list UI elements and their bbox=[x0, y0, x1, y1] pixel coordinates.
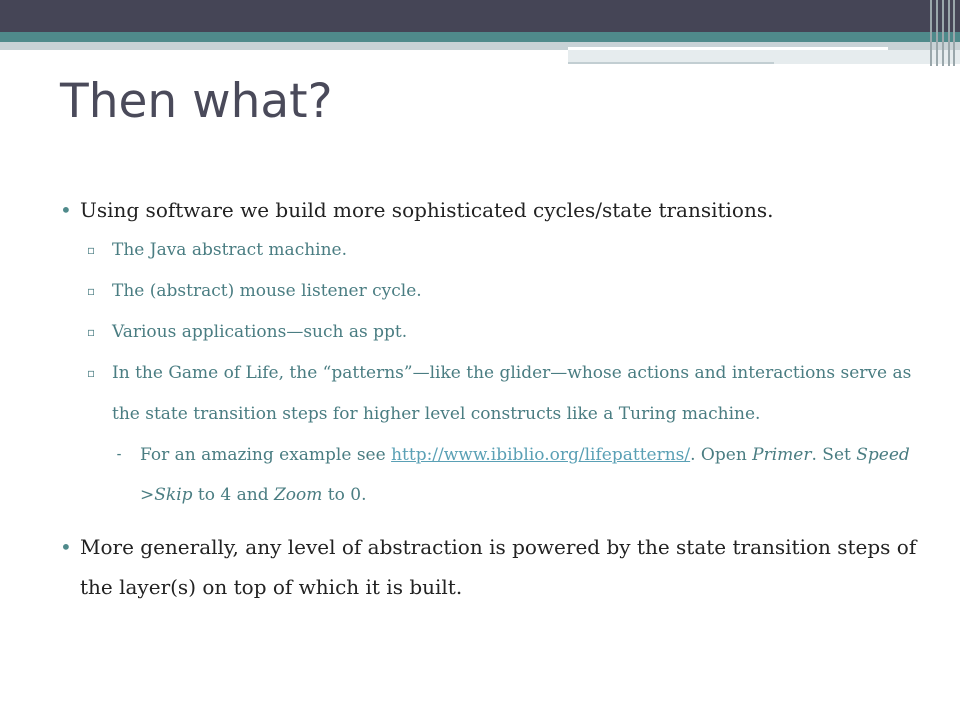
subbullet-text: Various applications—such as ppt. bbox=[112, 322, 408, 342]
subbullet-applications bbox=[60, 312, 920, 353]
slide-title: Then what? bbox=[60, 74, 333, 129]
subbullet-text: The Java abstract machine. bbox=[112, 240, 348, 260]
example-set: . Set bbox=[811, 445, 857, 465]
lifepatterns-link[interactable]: http://www.ibiblio.org/lifepatterns/ bbox=[391, 445, 691, 465]
speed-skip-text: Speed >Skip bbox=[140, 445, 910, 505]
subsubbullet-example bbox=[60, 435, 920, 515]
slide-content bbox=[60, 190, 920, 607]
primer-text: Primer bbox=[752, 445, 812, 465]
subbullet-text: The (abstract) mouse listener cycle. bbox=[112, 281, 422, 301]
square-bullet-icon: ▫ bbox=[87, 325, 96, 339]
bullet-dot-icon: • bbox=[60, 198, 72, 222]
example-prefix: For an amazing example see bbox=[140, 445, 392, 465]
subbullet-game-of-life bbox=[60, 353, 920, 435]
header-accent-underline bbox=[568, 62, 774, 64]
square-bullet-icon: ▫ bbox=[87, 243, 96, 257]
subbullet-text: In the Game of Life, the “patterns”—like the glider—whose actions and interactions serve as the state transition steps for higher level constructs like a Turing machine. bbox=[112, 363, 912, 424]
example-to0: to 0. bbox=[322, 485, 367, 505]
bullet-text: More generally, any level of abstraction is powered by the state transition steps of the layer(s) on top of which it is built. bbox=[80, 535, 917, 599]
header-accent-line bbox=[568, 47, 888, 50]
header-dark-bar bbox=[0, 0, 960, 32]
header-vertical-lines bbox=[924, 0, 960, 66]
subbullet-java bbox=[60, 230, 920, 271]
bullet-text: Using software we build more sophisticated cycles/state transitions. bbox=[80, 198, 774, 222]
square-bullet-icon: ▫ bbox=[87, 284, 96, 298]
bullet-abstraction bbox=[60, 527, 920, 607]
bullet-software bbox=[60, 190, 920, 230]
diamond-bullet-icon: ⁃ bbox=[116, 448, 122, 462]
example-to4: to 4 and bbox=[192, 485, 274, 505]
header-teal-bar bbox=[0, 32, 960, 42]
bullet-dot-icon: • bbox=[60, 535, 72, 559]
example-after-link: . Open bbox=[690, 445, 753, 465]
square-bullet-icon: ▫ bbox=[87, 366, 96, 380]
subbullet-mouse bbox=[60, 271, 920, 312]
zoom-text: Zoom bbox=[273, 485, 323, 505]
